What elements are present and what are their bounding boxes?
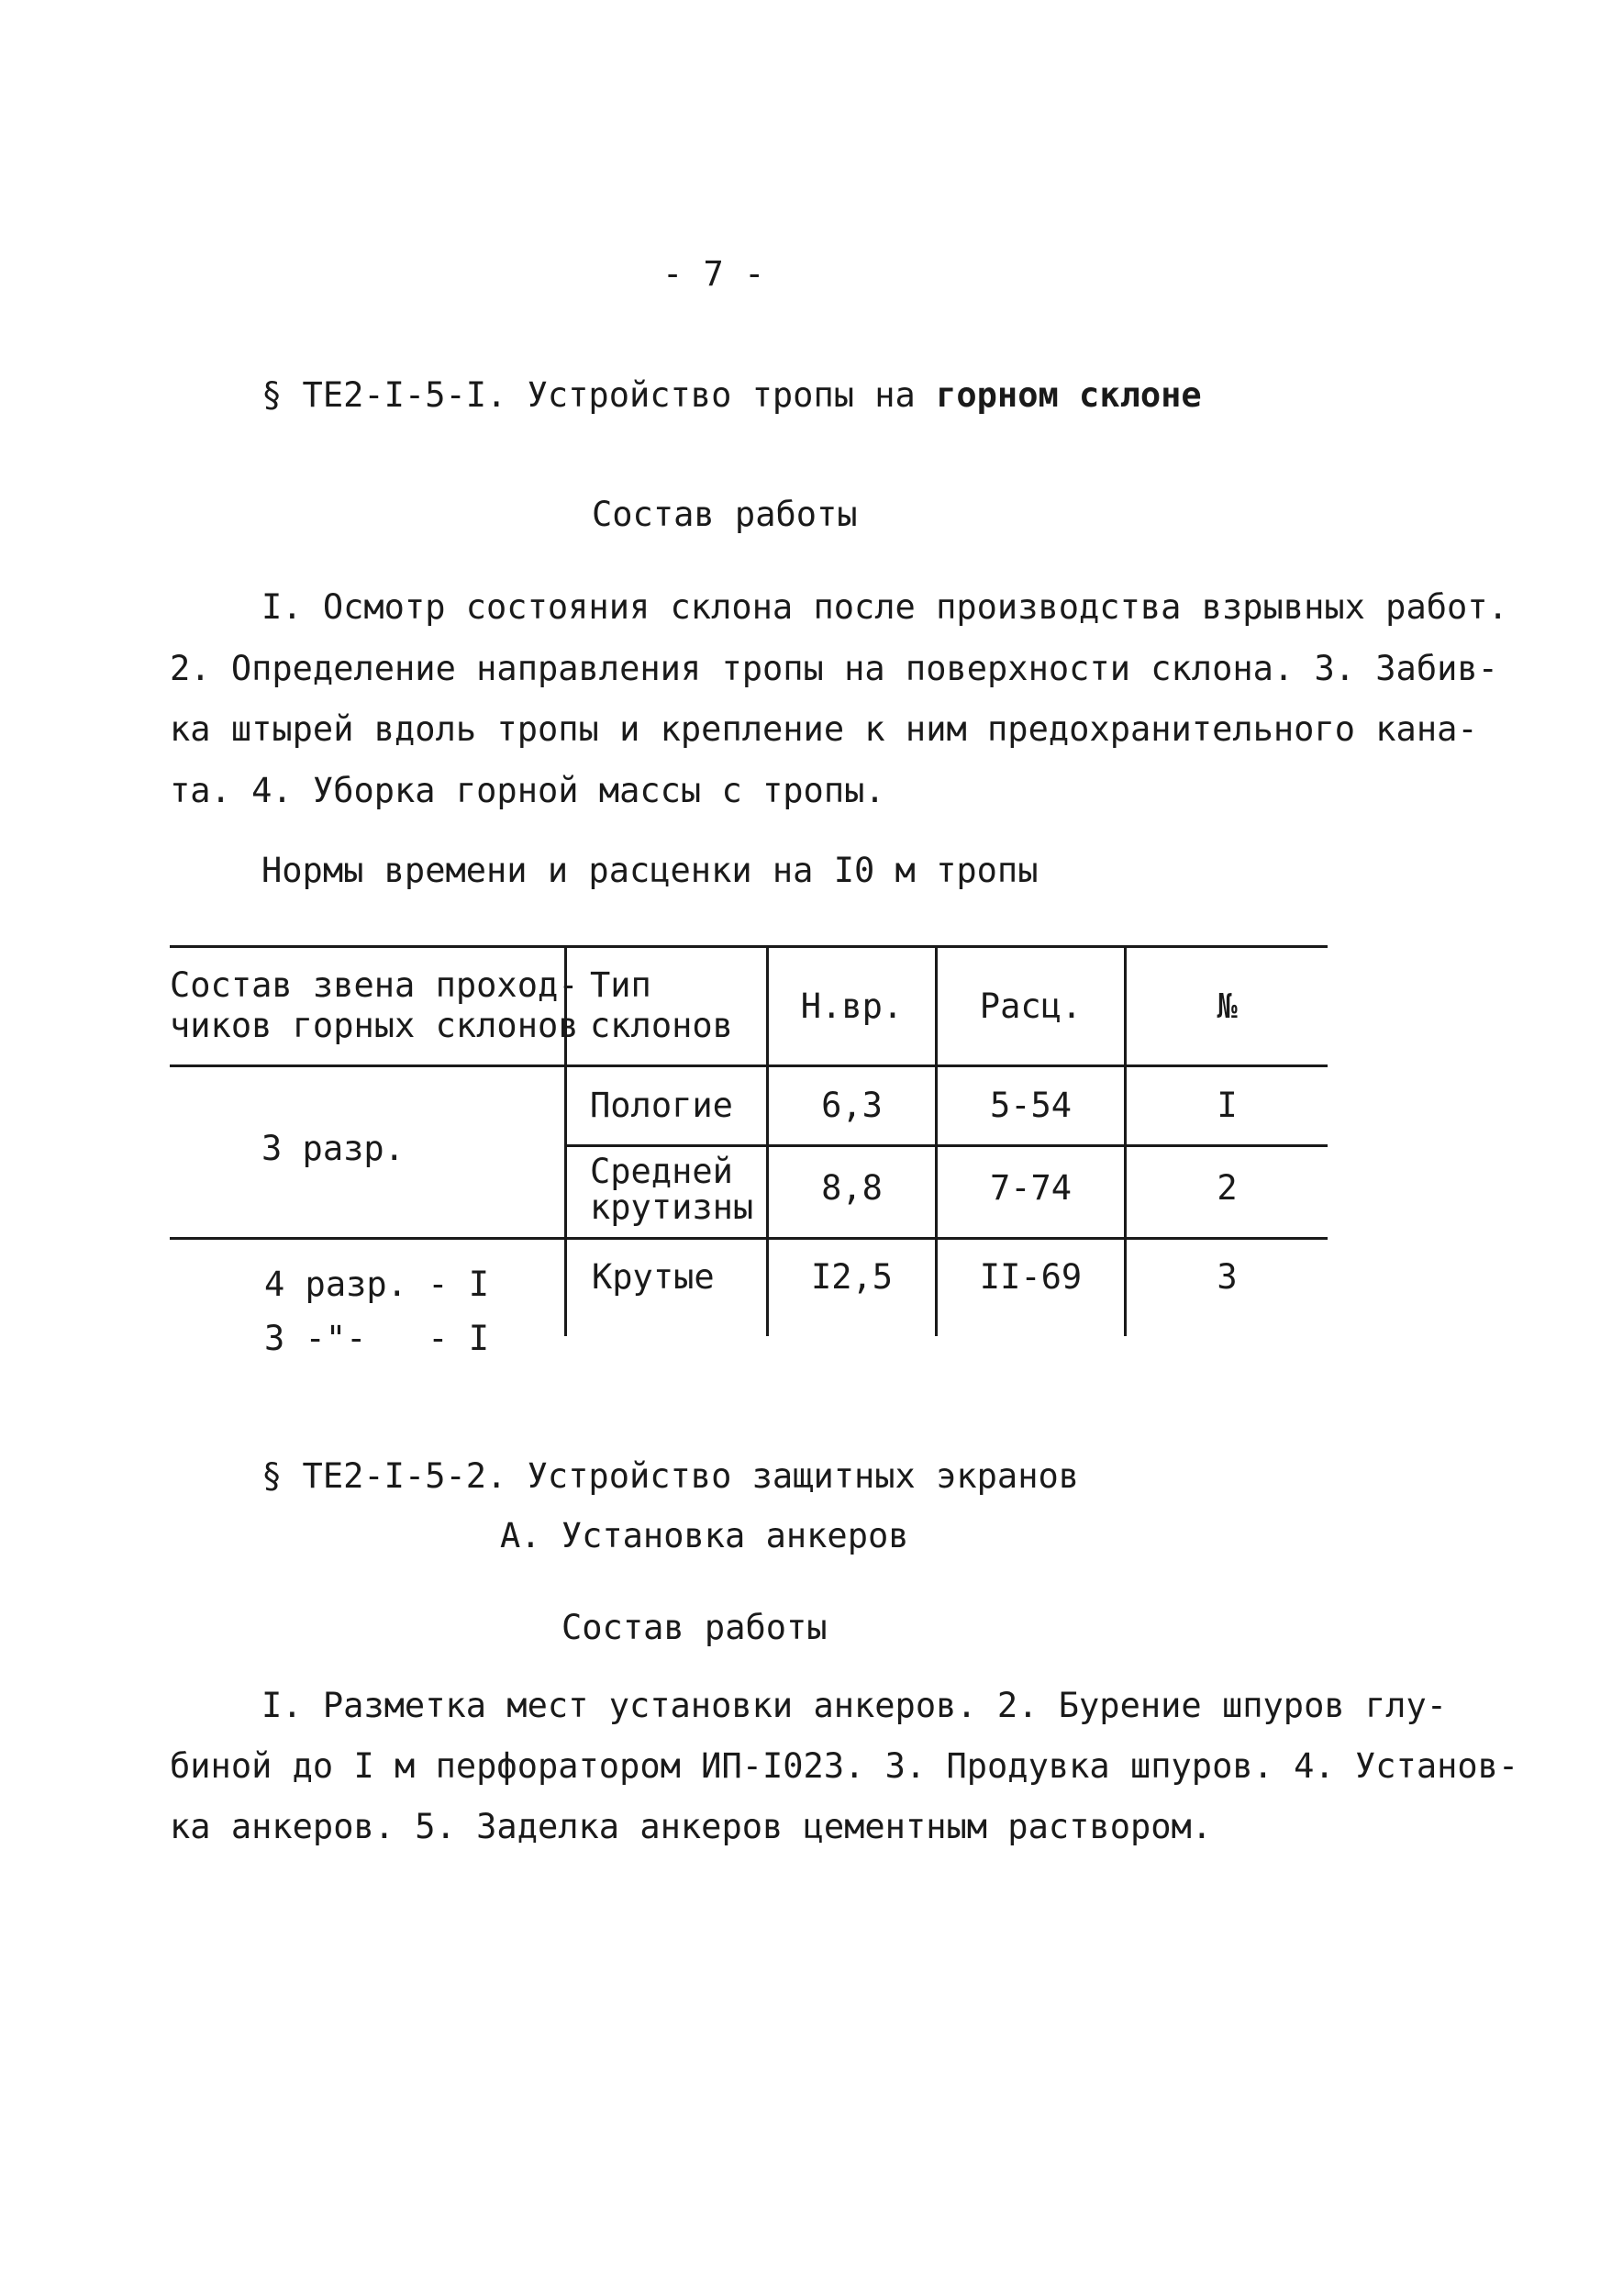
- header-crew: [170, 965, 579, 1047]
- row-norm: 6,3: [821, 1086, 883, 1125]
- table-row-rule: [170, 1237, 1328, 1240]
- section1-paragraph-line: ка штырей вдоль тропы и крепление к ним предохранительного кана-: [170, 709, 1478, 749]
- section1-paragraph-line: та. 4. Уборка горной массы с тропы.: [170, 771, 885, 810]
- row-type-line: Средней: [590, 1152, 733, 1191]
- header-crew-line: Состав звена проход-: [170, 965, 579, 1005]
- row-crew: 3 разр.: [261, 1129, 405, 1168]
- section1-title-bold: горном склоне: [936, 375, 1202, 415]
- norms-table: [170, 945, 1328, 1358]
- section1-title: [261, 375, 1202, 415]
- table-row-rule: [564, 1144, 1328, 1147]
- header-rate: Расц.: [979, 986, 1083, 1026]
- table-caption: Нормы времени и расценки на I0 м тропы: [261, 851, 1039, 890]
- section1-paragraph-line: I. Осмотр состояния склона после производства взрывных работ.: [261, 587, 1508, 627]
- row-type: [590, 1154, 753, 1226]
- row-crew-line: 3 -"- - I: [264, 1319, 490, 1359]
- table-top-rule: [170, 945, 1328, 948]
- section1-paragraph-line: 2. Определение направления тропы на поверхности склона. 3. Забив-: [170, 649, 1498, 688]
- header-crew-line: чиков горных склонов: [170, 1006, 579, 1046]
- header-type-line: склонов: [590, 1006, 733, 1046]
- row-rate: 5-54: [989, 1086, 1073, 1125]
- header-type-line: Тип: [590, 965, 651, 1005]
- row-crew: [264, 1257, 489, 1365]
- row-type: Пологие: [590, 1086, 733, 1125]
- section2-paragraph-line: ка анкеров. 5. Заделка анкеров цементным раствором.: [170, 1807, 1213, 1846]
- section1-title-text: § ТЕ2-I-5-I. Устройство тропы на: [261, 375, 937, 415]
- section1-work-heading: Состав работы: [592, 495, 858, 534]
- row-crew-line: 4 разр. - I: [264, 1265, 490, 1304]
- section2-paragraph-line: I. Разметка мест установки анкеров. 2. Бурение шпуров глу-: [261, 1686, 1448, 1725]
- row-rate: II-69: [979, 1257, 1083, 1297]
- row-number: 3: [1217, 1257, 1238, 1297]
- row-type: Крутые: [592, 1257, 715, 1297]
- table-header-rule: [170, 1064, 1328, 1067]
- section2-title: § ТЕ2-I-5-2. Устройство защитных экранов: [261, 1456, 1080, 1496]
- section2-paragraph-line: биной до I м перфоратором ИП-I023. 3. Продувка шпуров. 4. Установ-: [170, 1746, 1519, 1786]
- section2-subtitle: А. Установка анкеров: [500, 1516, 909, 1555]
- header-number: №: [1217, 986, 1238, 1026]
- row-number: I: [1217, 1086, 1238, 1125]
- row-number: 2: [1217, 1168, 1238, 1208]
- header-type: [590, 965, 733, 1047]
- row-norm: 8,8: [821, 1168, 883, 1208]
- page-number: - 7 -: [662, 254, 765, 294]
- section2-work-heading: Состав работы: [561, 1608, 828, 1647]
- header-norm: Н.вр.: [800, 986, 904, 1026]
- row-type-line: крутизны: [590, 1187, 754, 1227]
- row-rate: 7-74: [989, 1168, 1073, 1208]
- row-norm: I2,5: [810, 1257, 894, 1297]
